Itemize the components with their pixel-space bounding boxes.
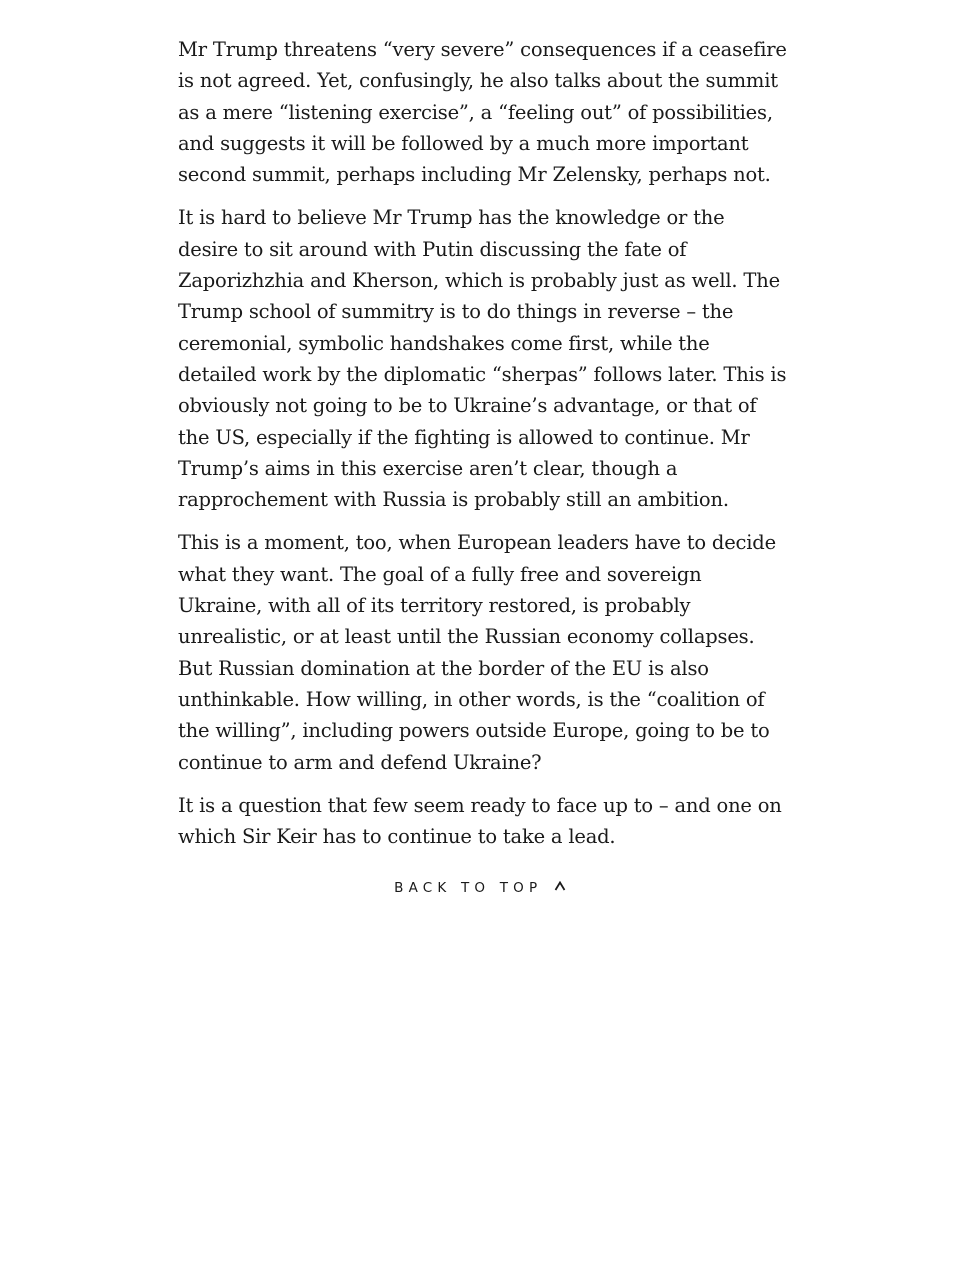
article-paragraph: It is hard to believe Mr Trump has the knowledge or the desire to sit around with Putin discussing the fate of Zaporizhzhia and Kherson, which is probably just as well. The Trump school of summitry is to do things in reverse – the ceremonial, symbolic handshakes come first, while the detailed work by the diplomatic “sherpas” follows later. This is obviously not going to be to Ukraine’s advantage, or that of the US, especially if the fighting is allowed to continue. Mr Trump’s aims in this exercise aren’t clear, though a rapprochement with Russia is probably still an ambition.	[178, 206, 787, 512]
article-paragraph: Mr Trump threatens “very severe” consequences if a ceasefire is not agreed. Yet, confusingly, he also talks about the summit as a mere “listening exercise”, a “feeling out” of possibilities, and suggests it will be followed by a much more important second summit, perhaps including Mr Zelensky, perhaps not.	[178, 38, 787, 187]
article-paragraph: This is a moment, too, when European leaders have to decide what they want. The goal of a fully free and sovereign Ukraine, with all of its territory restored, is probably unrealistic, or at least until the Russian economy collapses. But Russian domination at the border of the EU is also unthinkable. How willing, in other words, is the “coalition of the willing”, including powers outside Europe, going to be to continue to arm and defend Ukraine?	[178, 531, 776, 774]
article-body	[178, 34, 790, 864]
back-to-top-link[interactable]	[0, 880, 960, 896]
caret-up-icon	[554, 879, 566, 895]
article-paragraph: It is a question that few seem ready to face up to – and one on which Sir Keir has to continue to take a lead.	[178, 793, 782, 849]
back-to-top-label: BACK TO TOP	[394, 880, 543, 896]
